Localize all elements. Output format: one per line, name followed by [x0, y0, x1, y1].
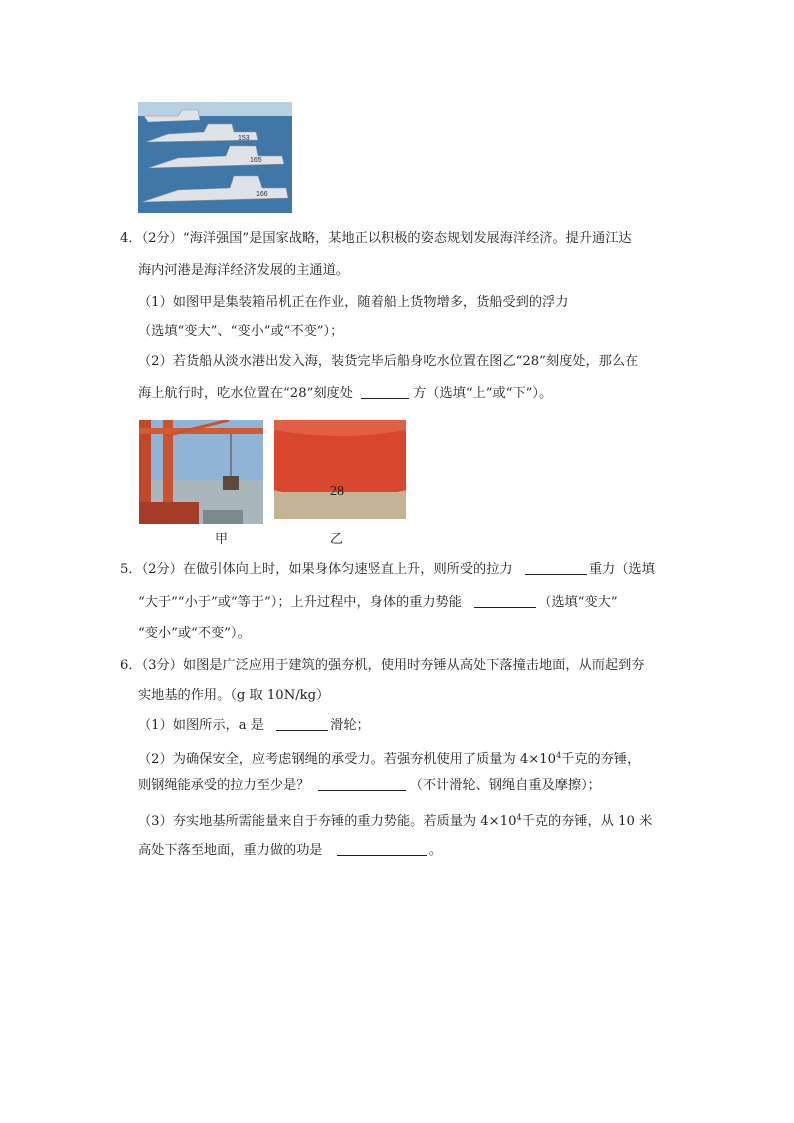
hull-number: 165	[250, 157, 262, 164]
q6-part3-question: 高处下落至地面，重力做的功是	[138, 843, 323, 858]
q6-part1-suffix: 滑轮；	[330, 718, 370, 733]
q6-part3-cont	[138, 841, 442, 861]
q6-part2-note: （不计滑轮、钢绳自重及摩擦）；	[409, 778, 601, 793]
q5-line2	[138, 593, 618, 613]
warships-image	[138, 102, 292, 213]
q6-part3	[138, 808, 652, 832]
q4-stem-cont: 海内河港是海洋经济发展的主通道。	[138, 263, 349, 278]
q4-part2-cont	[138, 384, 552, 404]
q6-part2	[138, 746, 640, 770]
q6-part3-text: （3）夯实地基所需能量来自于夯锤的重力势能。若质量为 4×10	[138, 814, 517, 829]
q4-part2-options: 方（选填“上”或“下”）。	[413, 386, 553, 401]
q5-line1	[120, 560, 655, 580]
q6-part1	[138, 716, 370, 736]
q5-answer-blank-2[interactable]	[474, 593, 536, 608]
hull-image	[274, 420, 406, 519]
q6-part2-text: （2）为确保安全，应考虑钢绳的承受力。若强夯机使用了质量为 4×10	[138, 752, 557, 767]
q4-part1: （1）如图甲是集装箱吊机正在作业，随着船上货物增多，货船受到的浮力	[138, 295, 569, 310]
q5-options: “大于”“小于”或“等于”）；上升过程中，身体的重力势能	[138, 595, 462, 610]
figure-yi-label: 乙	[330, 532, 344, 547]
q6-answer-blank-3[interactable]	[337, 841, 427, 856]
hull-photo	[274, 420, 406, 519]
draft-mark-28: 28	[330, 484, 344, 499]
q6-part2-cont	[138, 776, 601, 796]
q5-answer-blank-1[interactable]	[525, 560, 587, 575]
crane-image	[139, 420, 263, 524]
q5-options-cont: （选填“变大”	[538, 595, 618, 610]
q6-part2-suffix: 千克的夯锤，	[561, 752, 641, 767]
q6-answer-blank-1[interactable]	[276, 716, 328, 731]
q6-part2-exponent: 4	[556, 751, 562, 760]
q4-part2-text: 海上航行时，吃水位置在“28”刻度处	[138, 386, 353, 401]
q6-part1-text: （1）如图所示，a 是	[138, 718, 264, 733]
q5-stem-cont: 重力（选填	[588, 562, 655, 577]
hull-number: 166	[256, 191, 268, 198]
q6-answer-blank-2[interactable]	[318, 776, 406, 791]
q4-stem: 4．（2分）“海洋强国”是国家战略，某地正以积极的姿态规划发展海洋经济。提升通江达	[120, 231, 632, 246]
q6-stem-cont: 实地基的作用。（g 取 10N/kg）	[138, 688, 330, 703]
warships-photo	[138, 102, 292, 213]
q4-answer-blank[interactable]	[361, 384, 409, 399]
crane-photo	[139, 420, 263, 524]
q6-part2-question: 则钢绳能承受的拉力至少是？	[138, 778, 310, 793]
q6-stem: 6．（3分）如图是广泛应用于建筑的强夯机，使用时夯锤从高处下落撞击地面，从而起到夯	[120, 658, 645, 673]
q6-part3-end: 。	[428, 843, 443, 858]
q5-line3: “变小”或“不变”）。	[138, 626, 251, 641]
q6-part3-suffix: 千克的夯锤，从 10 米	[521, 814, 653, 829]
hull-number: 153	[238, 135, 250, 142]
figure-jia-label: 甲	[215, 532, 229, 547]
q6-part3-exponent: 4	[516, 813, 522, 822]
q4-part1-options: （选填“变大”、“变小”或“不变”）；	[138, 324, 344, 339]
q5-stem: 5．（2分）在做引体向上时，如果身体匀速竖直上升，则所受的拉力	[120, 562, 513, 577]
q4-part2: （2）若货船从淡水港出发入海，装货完毕后船身吃水位置在图乙“28”刻度处，那么在	[138, 354, 639, 369]
